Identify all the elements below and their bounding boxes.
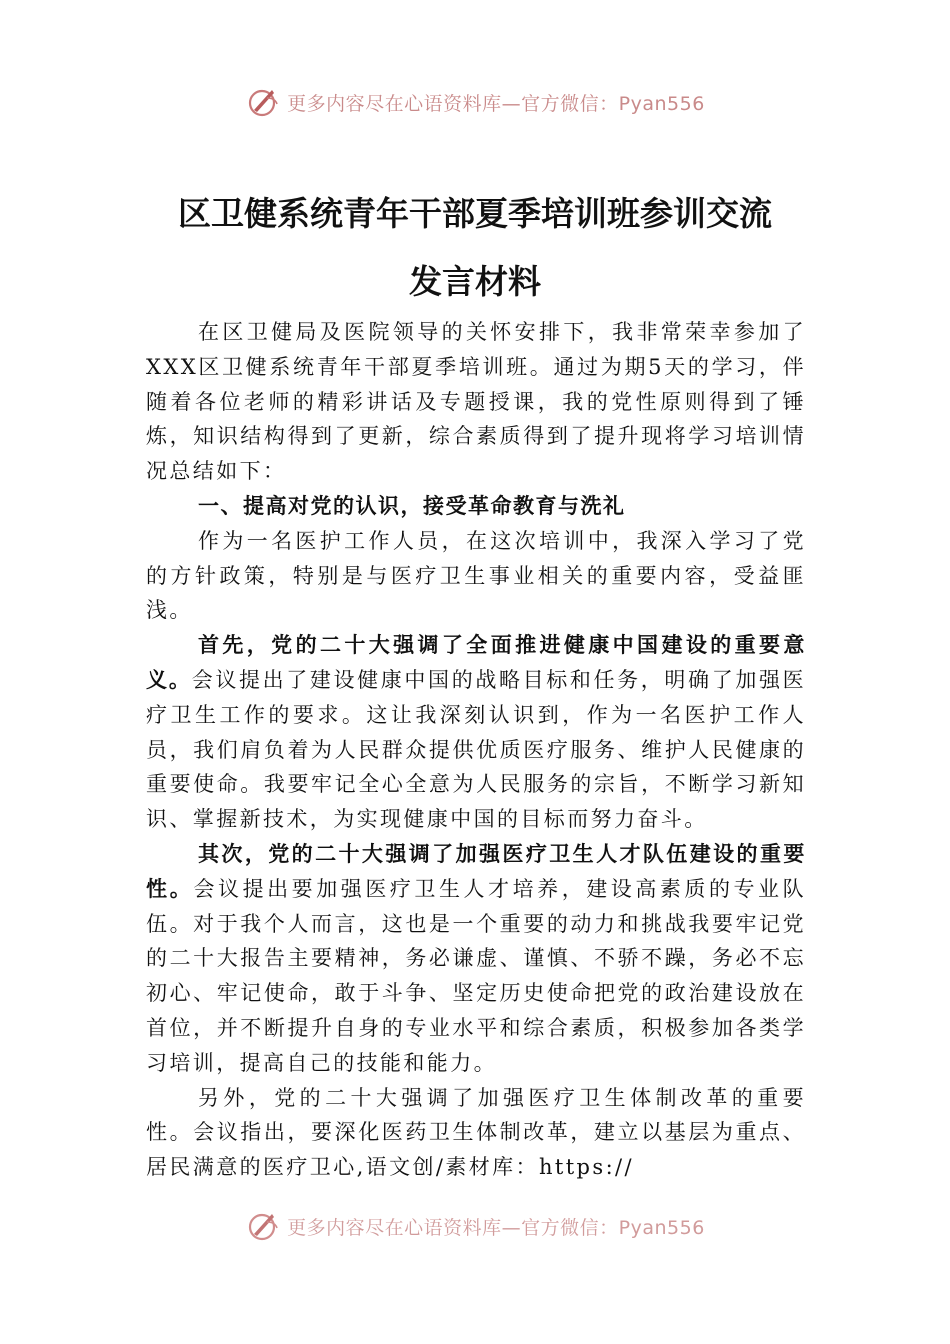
document-title-line-1: 区卫健系统青年干部夏季培训班参训交流 [178,194,772,233]
quill-logo-icon [245,1208,281,1244]
watermark-text: 更多内容尽在心语资料库—官方微信：Pyan556 [287,1216,705,1239]
paragraph-intro: 在区卫健局及医院领导的关怀安排下，我非常荣幸参加了XXX区卫健系统青年干部夏季培训班。通过为期5天的学习，伴随着各位老师的精彩讲话及专题授课，我的党性原则得到了锤炼，知识结构得到了更新，综合素质得到了提升现将学习培训情况总结如下： [146,320,806,484]
paragraph-first-body: 会议提出了建设健康中国的战略目标和任务，明确了加强医疗卫生工作的要求。这让我深刻认识到，作为一名医护工作人员，我们肩负着为人民群众提供优质医疗服务、维护人民健康的重要使命。我要牢记全心全意为人民服务的宗旨，不断学习新知识、掌握新技术，为实现健康中国的目标而努力奋斗。 [146,667,807,832]
header-watermark [0,82,950,122]
watermark-text: 更多内容尽在心语资料库—官方微信：Pyan556 [287,92,705,115]
paragraph-first-point [146,628,806,837]
paragraph-third-point: 另外，党的二十大强调了加强医疗卫生体制改革的重要性。会议指出，要深化医药卫生体制改革，建立以基层为重点、居民满意的医疗卫心,语文创/素材库：https:// [146,1085,806,1180]
paragraph-section-intro: 作为一名医护工作人员，在这次培训中，我深入学习了党的方针政策，特别是与医疗卫生事业相关的重要内容，受益匪浅。 [146,528,806,623]
paragraph-second-point [146,837,806,1081]
lead-sentence-second: 其次，党的二十大强调了加强医疗卫生人才队伍建设的重要性。 [146,841,806,901]
document-title-line-2: 发言材料 [409,262,541,301]
section-heading-1: 一、提高对党的认识，接受革命教育与洗礼 [198,493,626,518]
quill-logo-icon [245,84,281,120]
lead-sentence-first: 首先，党的二十大强调了全面推进健康中国建设的重要意义。 [146,633,806,692]
footer-watermark [0,1206,950,1246]
paragraph-second-body: 会议提出要加强医疗卫生人才培养，建设高素质的专业队伍。对于我个人而言，这也是一个重要的动力和挑战我要牢记党的二十大报告主要精神，务必谦虚、谨慎、不骄不躁，务必不忘初心、牢记使命，敢于斗争、坚定历史使命把党的政治建设放在首位，并不断提升自身的专业水平和综合素质，积极参加各类学习培训，提高自己的技能和能力。 [146,876,807,1075]
document-body [146,315,806,1185]
